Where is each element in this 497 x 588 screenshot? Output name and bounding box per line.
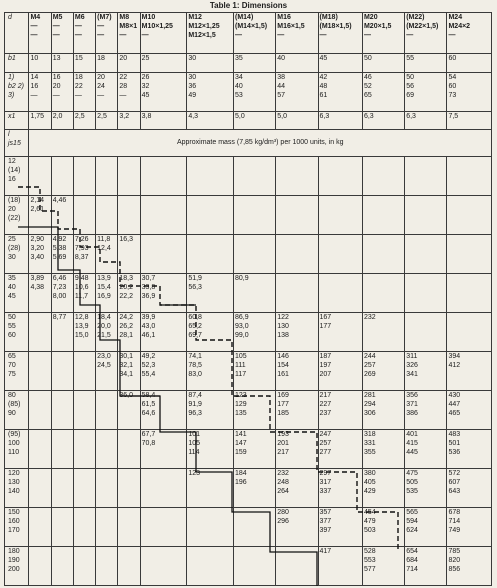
mass-cell: 4,46 (51, 195, 73, 234)
mass-cell: 247 257 277 (318, 429, 362, 468)
header-cell: M10 M10×1,25 — (140, 13, 187, 54)
mass-cell: 16,3 (118, 234, 140, 273)
header-cell: M20 M20×1,5 — (362, 13, 404, 54)
x1-cell: 3,8 (140, 111, 187, 129)
length-group-row (5, 429, 492, 468)
x1-cell: 7,5 (447, 111, 492, 129)
mass-cell (96, 429, 118, 468)
mass-cell: 105 111 117 (234, 351, 276, 390)
mass-cell (51, 546, 73, 585)
mass-cell: 311 326 341 (405, 351, 447, 390)
length-group-row (5, 507, 492, 546)
mass-cell: 60,8 65,2 69,7 (187, 312, 234, 351)
b2-cell: 42 48 61 (318, 72, 362, 111)
header-cell: M4 — — (29, 13, 51, 54)
mass-cell: 193 201 217 (276, 429, 318, 468)
mass-cell: 318 331 355 (362, 429, 404, 468)
mass-cell (51, 468, 73, 507)
mass-note: Approximate mass (7,85 kg/dm³) per 1000 units, in kg (29, 130, 492, 157)
b1-cell: 60 (447, 54, 492, 72)
mass-cell: 9,48 10,6 11,7 (73, 273, 95, 312)
b2-cell: 30 36 49 (187, 72, 234, 111)
mass-cell: 4,92 5,38 5,69 (51, 234, 73, 273)
mass-cell: 122 130 138 (276, 312, 318, 351)
length-group-row (5, 312, 492, 351)
length-cell: 25 (28) 30 (5, 234, 29, 273)
mass-cell (73, 156, 95, 195)
b1-cell: 45 (318, 54, 362, 72)
mass-cell: 39,9 43,0 46,1 (140, 312, 187, 351)
mass-cell (447, 156, 492, 195)
mass-cell (140, 468, 187, 507)
b2-cell: 18 22 — (73, 72, 95, 111)
mass-cell (96, 195, 118, 234)
mass-cell (118, 468, 140, 507)
b1-row (5, 54, 492, 72)
mass-cell (276, 156, 318, 195)
length-group-row (5, 195, 492, 234)
row-label-d: d (5, 13, 29, 54)
length-cell: 65 70 75 (5, 351, 29, 390)
mass-cell (234, 546, 276, 585)
mass-cell: 7,26 7,93 8,37 (73, 234, 95, 273)
mass-cell (51, 156, 73, 195)
row-label-b2: 1) b2 2) 3) (5, 72, 29, 111)
mass-cell (140, 195, 187, 234)
b1-cell: 13 (51, 54, 73, 72)
x1-cell: 6,3 (318, 111, 362, 129)
mass-cell: 74,1 78,5 83,0 (187, 351, 234, 390)
mass-cell (73, 390, 95, 429)
mass-cell (405, 234, 447, 273)
b2-cell: 54 60 73 (447, 72, 492, 111)
header-cell: (M18) (M18×1,5) — (318, 13, 362, 54)
mass-cell: 123 129 135 (234, 390, 276, 429)
mass-cell: 30,7 33,8 36,9 (140, 273, 187, 312)
x1-cell: 4,3 (187, 111, 234, 129)
mass-cell (51, 507, 73, 546)
mass-cell: 475 505 535 (405, 468, 447, 507)
mass-cell (187, 507, 234, 546)
mass-cell (276, 195, 318, 234)
mass-cell: 785 820 856 (447, 546, 492, 585)
x1-cell: 5,0 (234, 111, 276, 129)
x1-cell: 3,2 (118, 111, 140, 129)
mass-cell (234, 234, 276, 273)
mass-cell (447, 312, 492, 351)
length-group-row (5, 390, 492, 429)
mass-cell: 23,0 24,5 (96, 351, 118, 390)
mass-cell: 169 177 185 (276, 390, 318, 429)
mass-cell: 13,9 15,4 16,9 (96, 273, 118, 312)
row-label-x1: x1 (5, 111, 29, 129)
b1-cell: 10 (29, 54, 51, 72)
mass-cell: 146 154 161 (276, 351, 318, 390)
mass-cell (73, 546, 95, 585)
mass-cell: 2,14 2,61 (29, 195, 51, 234)
mass-cell: 123 (187, 468, 234, 507)
mass-cell: 49,2 52,3 55,4 (140, 351, 187, 390)
header-cell: (M14) (M14×1,5) — (234, 13, 276, 54)
mass-cell: 281 294 306 (362, 390, 404, 429)
mass-cell: 67,7 70,8 (140, 429, 187, 468)
mass-cell: 454 479 503 (362, 507, 404, 546)
mass-cell: 232 (362, 312, 404, 351)
mass-cell: 184 196 (234, 468, 276, 507)
header-cell: M8 M8×1 — (118, 13, 140, 54)
b2-cell: 20 24 — (96, 72, 118, 111)
mass-cell (405, 312, 447, 351)
mass-cell (29, 468, 51, 507)
header-cell: M24 M24×2 — (447, 13, 492, 54)
mass-cell (29, 429, 51, 468)
mass-cell (276, 273, 318, 312)
mass-cell (276, 234, 318, 273)
x1-cell: 2,0 (51, 111, 73, 129)
mass-cell (362, 156, 404, 195)
mass-cell (447, 195, 492, 234)
mass-cell (29, 390, 51, 429)
b2-cell: 22 28 — (118, 72, 140, 111)
mass-cell (187, 234, 234, 273)
x1-cell: 6,3 (405, 111, 447, 129)
mass-cell: 6,46 7,23 8,00 (51, 273, 73, 312)
length-cell: 120 130 140 (5, 468, 29, 507)
mass-cell: 36,0 (118, 390, 140, 429)
mass-cell (140, 156, 187, 195)
mass-cell: 417 (318, 546, 362, 585)
table-caption: Table 1: Dimensions (209, 1, 288, 10)
mass-cell: 86,9 93,0 99,0 (234, 312, 276, 351)
mass-cell: 167 177 (318, 312, 362, 351)
b2-cell: 14 16 — (29, 72, 51, 111)
mass-cell: 244 257 269 (362, 351, 404, 390)
mass-cell (96, 390, 118, 429)
mass-cell (73, 351, 95, 390)
mass-cell: 356 371 386 (405, 390, 447, 429)
mass-cell (29, 312, 51, 351)
length-group-row (5, 468, 492, 507)
mass-cell: 18,4 20,0 21,5 (96, 312, 118, 351)
x1-cell: 2,5 (73, 111, 95, 129)
mass-cell (96, 156, 118, 195)
length-cell: (95) 100 110 (5, 429, 29, 468)
mass-cell (73, 195, 95, 234)
mass-cell (51, 390, 73, 429)
mass-cell (140, 546, 187, 585)
mass-cell: 430 447 465 (447, 390, 492, 429)
mass-cell: 401 415 445 (405, 429, 447, 468)
x1-cell: 1,75 (29, 111, 51, 129)
mass-cell (405, 195, 447, 234)
mass-cell: 232 248 264 (276, 468, 318, 507)
mass-cell (29, 546, 51, 585)
header-cell: (M22) (M22×1,5) — (405, 13, 447, 54)
length-group-row (5, 156, 492, 195)
mass-cell (140, 234, 187, 273)
mass-cell (29, 351, 51, 390)
mass-cell (318, 156, 362, 195)
mass-cell (234, 507, 276, 546)
b1-cell: 35 (234, 54, 276, 72)
mass-cell: 654 684 714 (405, 546, 447, 585)
b1-cell: 50 (362, 54, 404, 72)
mass-cell (73, 507, 95, 546)
mass-cell (29, 507, 51, 546)
mass-cell: 187 197 207 (318, 351, 362, 390)
row-label-l: l js15 (5, 130, 29, 157)
mass-cell (96, 546, 118, 585)
mass-cell (362, 273, 404, 312)
mass-cell (447, 234, 492, 273)
length-group-row (5, 234, 492, 273)
mass-cell: 30,1 32,1 34,1 (118, 351, 140, 390)
header-cell: M16 M16×1,5 — (276, 13, 318, 54)
mass-cell: 3,89 4,38 (29, 273, 51, 312)
mass-cell (318, 195, 362, 234)
x1-cell: 6,3 (362, 111, 404, 129)
mass-cell: 528 553 577 (362, 546, 404, 585)
mass-cell: 101 105 114 (187, 429, 234, 468)
x1-row (5, 111, 492, 129)
b1-cell: 55 (405, 54, 447, 72)
b2-cell: 34 40 53 (234, 72, 276, 111)
b1-cell: 30 (187, 54, 234, 72)
length-cell: 180 190 200 (5, 546, 29, 585)
length-group-row (5, 351, 492, 390)
header-cell: M6 — — (73, 13, 95, 54)
length-cell: 150 160 170 (5, 507, 29, 546)
mass-cell (362, 195, 404, 234)
mass-cell (276, 546, 318, 585)
mass-cell: 87,4 91,9 96,3 (187, 390, 234, 429)
mass-cell (187, 195, 234, 234)
b1-cell: 40 (276, 54, 318, 72)
length-group-row (5, 546, 492, 585)
mass-cell (51, 429, 73, 468)
mass-cell (96, 507, 118, 546)
b1-cell: 20 (118, 54, 140, 72)
mass-cell: 24,2 26,2 28,1 (118, 312, 140, 351)
mass-cell (73, 468, 95, 507)
x1-cell: 5,0 (276, 111, 318, 129)
header-cell: M12 M12×1,25 M12×1,5 (187, 13, 234, 54)
mass-cell (362, 234, 404, 273)
dimensions-table (4, 12, 492, 586)
b2-cell: 46 52 65 (362, 72, 404, 111)
length-cell: 50 55 60 (5, 312, 29, 351)
mass-cell (118, 195, 140, 234)
mass-cell: 357 377 397 (318, 507, 362, 546)
mass-cell (405, 273, 447, 312)
mass-cell: 394 412 (447, 351, 492, 390)
row-label-b1: b1 (5, 54, 29, 72)
b1-cell: 15 (73, 54, 95, 72)
mass-cell (318, 273, 362, 312)
mass-cell (118, 546, 140, 585)
length-cell: (18) 20 (22) (5, 195, 29, 234)
mass-cell (234, 156, 276, 195)
mass-cell (234, 195, 276, 234)
mass-cell: 217 227 237 (318, 390, 362, 429)
mass-cell (51, 351, 73, 390)
mass-cell (140, 507, 187, 546)
length-cell: 80 (85) 90 (5, 390, 29, 429)
mass-cell: 18,3 20,2 22,2 (118, 273, 140, 312)
mass-cell: 141 147 159 (234, 429, 276, 468)
mass-cell: 58,4 61,5 64,6 (140, 390, 187, 429)
mass-cell: 12,8 13,9 15,0 (73, 312, 95, 351)
mass-cell: 483 501 536 (447, 429, 492, 468)
x1-cell: 2,5 (96, 111, 118, 129)
mass-cell (447, 273, 492, 312)
mass-cell (118, 507, 140, 546)
mass-cell (405, 156, 447, 195)
b2-cell: 16 20 — (51, 72, 73, 111)
b2-row (5, 72, 492, 111)
mass-cell (118, 429, 140, 468)
mass-cell (73, 429, 95, 468)
header-cell: M5 — — (51, 13, 73, 54)
mass-cell (96, 468, 118, 507)
mass-cell: 565 594 624 (405, 507, 447, 546)
length-cell: 12 (14) 16 (5, 156, 29, 195)
b2-cell: 38 44 57 (276, 72, 318, 111)
mass-cell: 297 317 337 (318, 468, 362, 507)
header-cell: (M7) — — (96, 13, 118, 54)
mass-cell: 678 714 749 (447, 507, 492, 546)
b1-cell: 18 (96, 54, 118, 72)
mass-note-row (5, 130, 492, 157)
mass-cell: 572 607 643 (447, 468, 492, 507)
b1-cell: 25 (140, 54, 187, 72)
mass-cell: 8,77 (51, 312, 73, 351)
mass-cell: 2,90 3,20 3,40 (29, 234, 51, 273)
mass-cell (29, 156, 51, 195)
mass-cell: 280 296 (276, 507, 318, 546)
mass-cell (318, 234, 362, 273)
mass-cell: 80,9 (234, 273, 276, 312)
header-row (5, 13, 492, 54)
mass-cell (187, 546, 234, 585)
length-group-row (5, 273, 492, 312)
mass-cell: 11,8 12,4 (96, 234, 118, 273)
mass-cell: 380 405 429 (362, 468, 404, 507)
mass-cell (187, 156, 234, 195)
mass-cell (118, 156, 140, 195)
b2-cell: 50 56 69 (405, 72, 447, 111)
mass-cell: 51,9 56,3 (187, 273, 234, 312)
length-cell: 35 40 45 (5, 273, 29, 312)
b2-cell: 26 32 45 (140, 72, 187, 111)
